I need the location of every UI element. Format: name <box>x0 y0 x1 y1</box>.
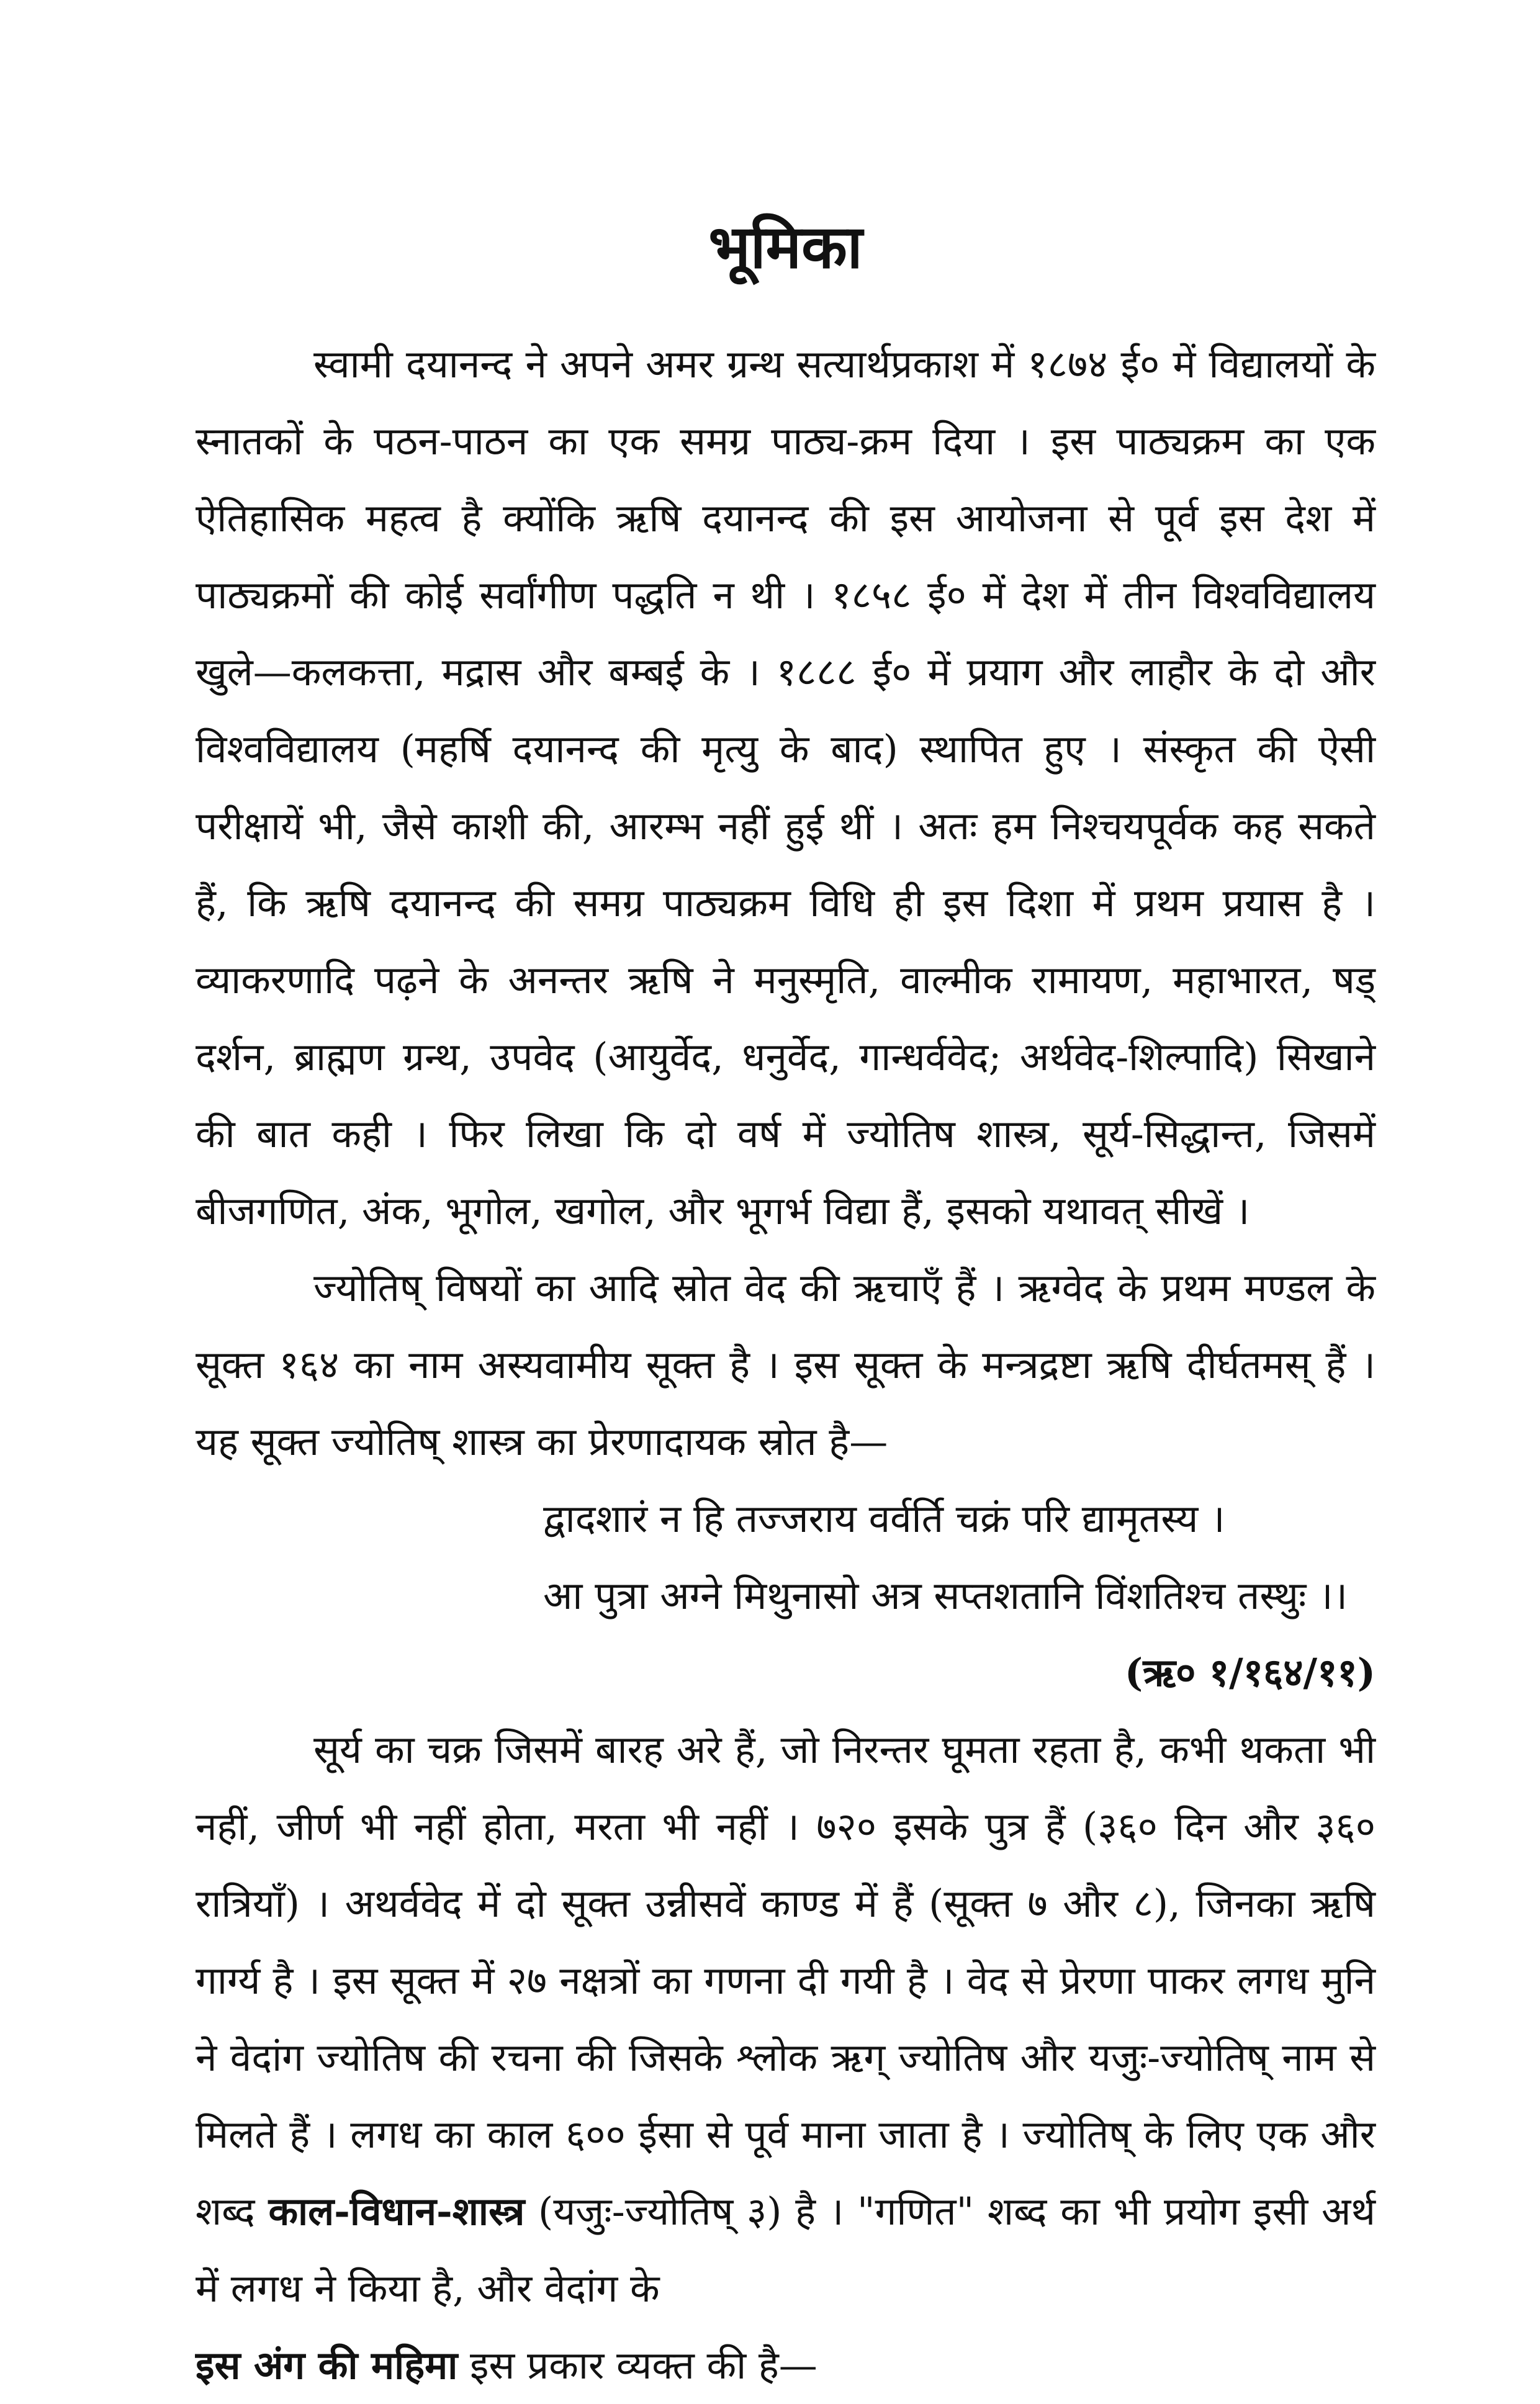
paragraph-text: इस प्रकार व्यक्त की है— <box>469 2343 817 2388</box>
paragraph-text: सूर्य का चक्र जिसमें बारह अरे हैं, जो निरन्तर घूमता रहता है, कभी थकता भी नहीं, जीर्ण भी नहीं होता, मरता भी नहीं । ७२० इसके पुत्र हैं (३६० दिन और ३६० रात्रियाँ) । अथर्ववेद में दो सूक्त उन्नीसवें काण्ड में हैं (सूक्त ७ और ८), जिनका ऋषि गार्ग्य है । इस सूक्त में २७ नक्षत्रों का गणना दी गयी है । वेद से प्रेरणा पाकर लगध मुनि ने वेदांग ज्योतिष की रचना की जिसके श्लोक ऋग् ज्योतिष और यजुः-ज्योतिष् नाम से मिलते हैं । लगध का काल ६०० ईसा से पूर्व माना जाता है । ज्योतिष् के लिए एक और शब्द <box>196 1727 1376 2235</box>
verse-line-1: द्वादशारं न हि तज्जराय वर्वर्ति चक्रं परि द्यामृतस्य । <box>543 1496 1225 1542</box>
paragraph-jyotish-source: ज्योतिष् विषयों का आदि स्रोत वेद की ऋचाएँ हैं । ऋग्वेद के प्रथम मण्डल के सूक्त १६४ का नाम अस्यवामीय सूक्त है । इस सूक्त के मन्त्रद्रष्टा ऋषि दीर्घतमस् हैं । यह सूक्त ज्योतिष् शास्त्र का प्रेरणादायक स्रोत है— <box>196 1265 1376 1465</box>
bold-phrase-anga-mahima: इस अंग की महिमा <box>196 2343 458 2388</box>
paragraph-sun-wheel <box>196 1711 1376 2404</box>
paragraph-text: (यजुः-ज्योतिष् ३) है । "गणित" शब्द का भी प्रयोग इसी अर्थ में लगध ने किया है, और वेदांग के <box>196 2189 1376 2312</box>
paragraph-curriculum: स्वामी दयानन्द ने अपने अमर ग्रन्थ सत्यार्थप्रकाश में १८७४ ई० में विद्यालयों के स्नातकों के पठन-पाठन का एक समग्र पाठ्य-क्रम दिया । इस पाठ्यक्रम का एक ऐतिहासिक महत्व है क्योंकि ऋषि दयानन्द की इस आयोजना से पूर्व इस देश में पाठ्यक्रमों की कोई सर्वांगीण पद्धति न थी । १८५८ ई० में देश में तीन विश्वविद्यालय खुले—कलकत्ता, मद्रास और बम्बई के । १८८८ ई० में प्रयाग और लाहौर के दो और विश्वविद्यालय (महर्षि दयानन्द की मृत्यु के बाद) स्थापित हुए । संस्कृत की ऐसी परीक्षायें भी, जैसे काशी की, आरम्भ नहीं हुई थीं । अतः हम निश्चयपूर्वक कह सकते हैं, कि ऋषि दयानन्द की समग्र पाठ्यक्रम विधि ही इस दिशा में प्रथम प्रयास है । व्याकरणादि पढ़ने के अनन्तर ऋषि ने मनुस्मृति, वाल्मीक रामायण, महाभारत, षड् दर्शन, ब्राह्मण ग्रन्थ, उपवेद (आयुर्वेद, धनुर्वेद, गान्धर्ववेद; अर्थवेद-शिल्पादि) सिखाने की बात कही । फिर लिखा कि दो वर्ष में ज्योतिष शास्त्र, सूर्य-सिद्धान्त, जिसमें बीजगणित, अंक, भूगोल, खगोल, और भूगर्भ विद्या हैं, इसको यथावत् सीखें । <box>196 341 1376 1234</box>
verse-citation: (ऋ० १/१६४/११) <box>1124 1650 1376 1696</box>
book-page <box>196 211 1376 2404</box>
verse-line-2: आ पुत्रा अग्ने मिथुनासो अत्र सप्तशतानि विंशतिश्च तस्थुः ।। <box>543 1573 1348 1619</box>
page-title: भूमिका <box>708 212 863 282</box>
bold-term-kaal-vidhaan-shastra: काल-विधान-शास्त्र <box>268 2189 525 2235</box>
